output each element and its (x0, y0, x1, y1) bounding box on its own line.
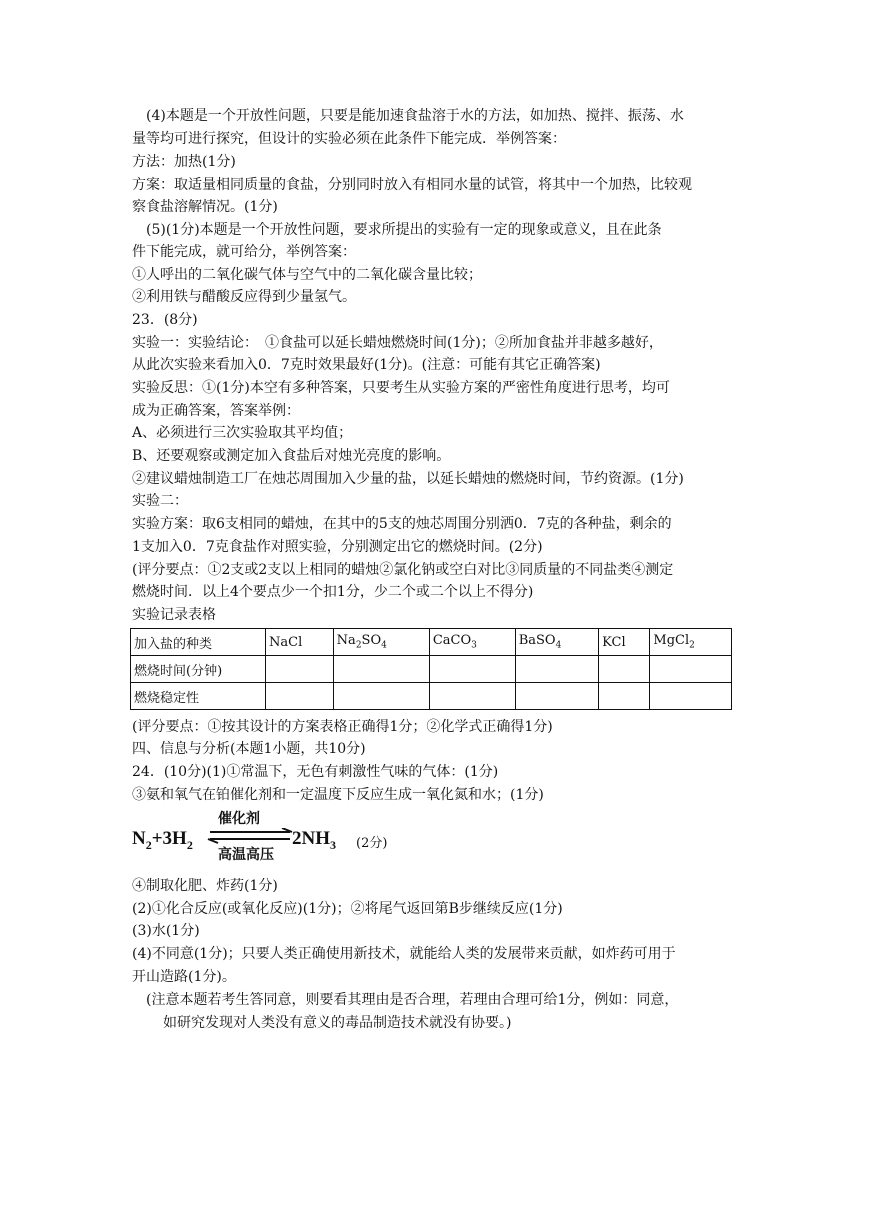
table-cell (429, 656, 515, 683)
note-line: (注意本题若考生答同意，则要看其理由是否合理，若理由合理可给1分，例如：同意， (146, 992, 679, 1008)
table-cell (333, 683, 429, 710)
table-cell (429, 683, 515, 710)
equation-reactants: $N_2+3H_2$ (132, 828, 193, 852)
table-cell: 燃烧稳定性 (131, 683, 266, 710)
equation-score: (2分) (356, 836, 388, 851)
paragraph-line: 24．(10分)(1)①常温下，无色有刺激性气味的气体：(1分) (132, 764, 499, 780)
paragraph-line: 方法：加热(1分) (132, 154, 236, 170)
paragraph-line: B、还要观察或测定加入食盐后对烛光亮度的影响。 (132, 448, 451, 464)
paragraph-line: ②利用铁与醋酸反应得到少量氢气。 (132, 289, 356, 305)
table-cell: $Na_2SO_4$ (333, 629, 429, 656)
paragraph-line: (评分要点：①按其设计的方案表格正确得1分；②化学式正确得1分) (132, 719, 553, 735)
chemical-equation (132, 808, 552, 868)
paragraph-line: (评分要点：①2支或2支以上相同的蜡烛②氯化钠或空白对比③同质量的不同盐类④测定 (132, 562, 674, 578)
table-cell: KCl (599, 629, 650, 656)
paragraph-line: (2)①化合反应(或氧化反应)(1分)；②将尾气返回第B步继续反应(1分) (132, 901, 563, 917)
experiment-record-table (130, 628, 732, 710)
table-row (131, 656, 732, 683)
paragraph-line: 燃烧时间．以上4个要点少一个扣1分，少二个或二个以上不得分) (132, 584, 534, 600)
table-cell: NaCl (266, 629, 334, 656)
paragraph-line: (3)水(1分) (132, 923, 200, 939)
paragraph-line: (5)(1分)本题是一个开放性问题，要求所提出的实验有一定的现象或意义，且在此条 (146, 222, 662, 238)
table-cell: MgCl$_2$ (650, 629, 732, 656)
paragraph-line: 实验一：实验结论： ①食盐可以延长蜡烛燃烧时间(1分)；②所加食盐并非越多越好， (132, 335, 663, 351)
equation-condition: 高温高压 (218, 847, 274, 863)
paragraph-line: 成为正确答案，答案举例： (132, 403, 300, 419)
table-cell (333, 656, 429, 683)
equation-products: $2NH_3$ (292, 828, 336, 852)
paragraph-line: ③氨和氧气在铂催化剂和一定温度下反应生成一氧化氮和水；(1分) (132, 787, 544, 803)
paragraph-line: ①人呼出的二氧化碳气体与空气中的二氧化碳含量比较； (132, 267, 482, 283)
table-cell (266, 683, 334, 710)
equation-catalyst: 催化剂 (218, 811, 260, 827)
reversible-arrow-icon (204, 828, 296, 844)
paragraph-line: ④制取化肥、炸药(1分) (132, 878, 278, 894)
table-cell (515, 656, 598, 683)
paragraph-line: (4)本题是一个开放性问题，只要是能加速食盐溶于水的方法，如加热、搅拌、振荡、水 (146, 108, 684, 124)
table-cell (650, 656, 732, 683)
paragraph-line: 从此次实验来看加入0．7克时效果最好(1分)。(注意：可能有其它正确答案) (132, 357, 601, 373)
paragraph-line: 量等均可进行探究，但设计的实验必须在此条件下能完成．举例答案： (132, 131, 566, 147)
paragraph-line: ②建议蜡烛制造工厂在烛芯周围加入少量的盐，以延长蜡烛的燃烧时间，节约资源。(1分) (132, 471, 684, 487)
paragraph-line: 开山造路(1分)。 (132, 969, 236, 985)
table-cell: 加入盐的种类 (131, 629, 266, 656)
table-header-row (131, 629, 732, 656)
paragraph-line: 1支加入0．7克食盐作对照实验，分别测定出它的燃烧时间。(2分) (132, 539, 543, 555)
table-cell (650, 683, 732, 710)
table-cell (599, 656, 650, 683)
paragraph-line: 察食盐溶解情况。(1分) (132, 199, 278, 215)
paragraph-line: A、必须进行三次实验取其平均值； (132, 425, 353, 441)
table-cell: 燃烧时间(分钟) (131, 656, 266, 683)
paragraph-line: 方案：取适量相同质量的食盐，分别同时放入有相同水量的试管，将其中一个加热，比较观 (132, 177, 692, 193)
table-cell: BaSO$_4$ (515, 629, 598, 656)
paragraph-line: 实验方案：取6支相同的蜡烛，在其中的5支的烛芯周围分别洒0．7克的各种盐，剩余的 (132, 516, 672, 532)
note-line: 如研究发现对人类没有意义的毒品制造技术就没有协要。) (163, 1015, 512, 1031)
paragraph-line: 件下能完成，就可给分，举例答案： (132, 244, 356, 260)
table-row (131, 683, 732, 710)
table-cell: CaCO$_3$ (429, 629, 515, 656)
paragraph-line: 实验二： (132, 493, 188, 509)
section-heading: 四、信息与分析(本题1小题，共10分) (132, 741, 366, 757)
paragraph-line: 实验反思：①(1分)本空有多种答案，只要考生从实验方案的严密性角度进行思考，均可 (132, 380, 670, 396)
paragraph-line: (4)不同意(1分)；只要人类正确使用新技术，就能给人类的发展带来贡献，如炸药可用于 (132, 946, 676, 962)
question-number: 23．(8分) (132, 312, 198, 328)
table-cell (515, 683, 598, 710)
table-caption: 实验记录表格 (132, 607, 216, 623)
table-cell (599, 683, 650, 710)
table-cell (266, 656, 334, 683)
